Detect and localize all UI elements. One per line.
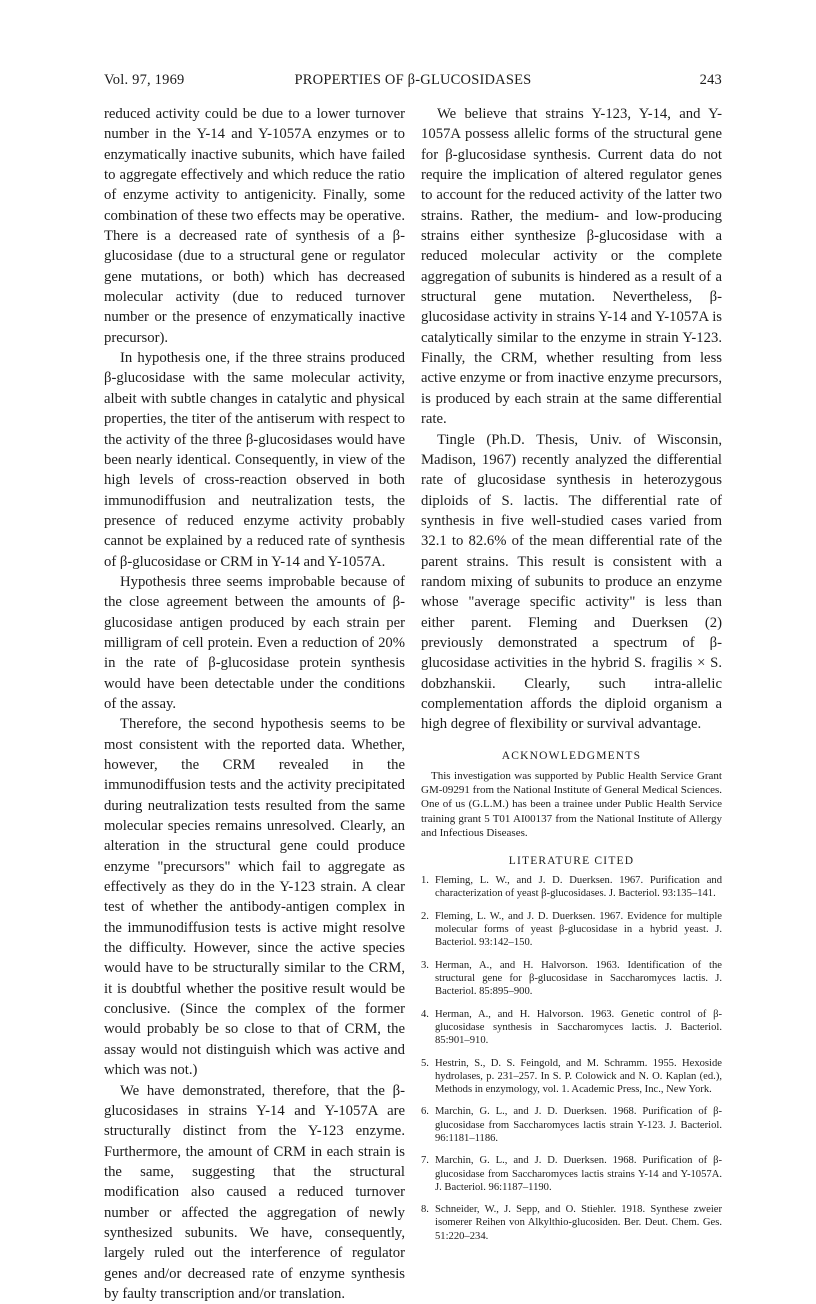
reference-number: 7. (421, 1154, 429, 1167)
reference-item (421, 1008, 722, 1048)
reference-text: Hestrin, S., D. S. Feingold, and M. Schramm. 1955. Hexoside hydrolases, p. 231–257. In S. P. Colowick and N. O. Kaplan (ed.), Methods in enzymology, vol. 1. Academic Press, Inc., New York. (435, 1058, 722, 1095)
running-header (104, 72, 722, 96)
literature-cited-heading: LITERATURE CITED (421, 854, 722, 868)
reference-text: Marchin, G. L., and J. D. Duerksen. 1968. Purification of β-glucosidase from Saccharomyces lactis strains Y-14 and Y-1057A. J. Bacteriol. 96:1187–1190. (435, 1155, 722, 1192)
reference-number: 4. (421, 1008, 429, 1021)
paragraph-conclusion: We have demonstrated, therefore, that the β-glucosidases in strains Y-14 and Y-1057A are structurally distinct from the Y-123 enzyme. Furthermore, the amount of CRM in each strain is the same, suggesting that the structural modification also caused a reduced turnover number or affected the aggregation of newly synthesized subunits. We have, consequently, largely ruled out the interference of regulator genes and/or decreased rate of enzyme synthesis by faulty transcription and/or translation. (104, 1081, 405, 1304)
reference-number: 1. (421, 874, 429, 887)
reference-item (421, 1105, 722, 1145)
reference-number: 8. (421, 1203, 429, 1216)
reference-text: Fleming, L. W., and J. D. Duerksen. 1967. Evidence for multiple molecular forms of yeast β-glucosidase in a hybrid yeast. J. Bacteriol. 93:142–150. (435, 911, 722, 948)
reference-item (421, 1057, 722, 1097)
running-title: PROPERTIES OF β-GLUCOSIDASES (104, 72, 722, 89)
reference-item (421, 874, 722, 900)
reference-number: 6. (421, 1105, 429, 1118)
reference-number: 2. (421, 910, 429, 923)
acknowledgments-heading: ACKNOWLEDGMENTS (421, 749, 722, 763)
reference-list (421, 874, 722, 1243)
right-column (421, 104, 722, 1252)
reference-text: Schneider, W., J. Sepp, and O. Stiehler. 1918. Synthese zweier isomerer Reihen von Alkylthio-glucosiden. Ber. Deut. Chem. Ges. 51:220–234. (435, 1204, 722, 1241)
reference-item (421, 1154, 722, 1194)
reference-text: Fleming, L. W., and J. D. Duerksen. 1967. Purification and characterization of yeast β-glucosidases. J. Bacteriol. 93:135–141. (435, 875, 722, 899)
reference-number: 3. (421, 959, 429, 972)
paragraph-hypothesis-three: Hypothesis three seems improbable because of the close agreement between the amounts of β-glucosidase antigen produced by each strain per milligram of cell protein. Even a reduction of 20% in the rate of β-glucosidase protein synthesis would have been detectable under the conditions of the assay. (104, 572, 405, 714)
reference-item (421, 910, 722, 950)
paragraph-second-hypothesis: Therefore, the second hypothesis seems to be most consistent with the reported data. Whether, however, the CRM revealed in the immunodiffusion tests and the activity precipitated during neutralization tests resulted from the same molecular species remains unresolved. Clearly, an alteration in the structural gene could produce enzyme "precursors" which fail to aggregate as effectively as they do in the Y-123 strain. A clear test of whether the antibody-antigen complex in the immunodiffusion tests is active might resolve the difficulty. However, since the active species would have to be structurally similar to the CRM, it is doubtful whether the positive result would be conclusive. (Since the complex of the former would probably be so close to that of CRM, the assay would not distinguish which was active and which was not.) (104, 714, 405, 1080)
paragraph-hypothesis-one: In hypothesis one, if the three strains produced β-glucosidase with the same molecular activity, albeit with subtle changes in catalytic and physical properties, the titer of the antiserum with respect to the activity of the three β-glucosidases would have been nearly identical. Consequently, in view of the high levels of cross-reaction observed in both immunodiffusion and neutralization tests, the presence of reduced enzyme activity probably cannot be explained by a reduced rate of synthesis of β-glucosidase or CRM in Y-14 and Y-1057A. (104, 348, 405, 572)
reference-item (421, 959, 722, 999)
page-number: 243 (700, 72, 722, 89)
paragraph-tingle-thesis: Tingle (Ph.D. Thesis, Univ. of Wisconsin, Madison, 1967) recently analyzed the differential rate of glucosidase synthesis in heterozygous diploids of S. lactis. The differential rate of synthesis in five well-studied cases varied from 32.1 to 82.6% of the mean differential rate of the parent strains. This result is consistent with a random mixing of subunits to produce an enzyme whose "average specific activity" is less than either parent. Fleming and Duerksen (2) previously demonstrated a spectrum of β-glucosidase activities in the hybrid S. fragilis × S. dobzhanskii. Clearly, such intra-allelic complementation affords the diploid organism a high degree of flexibility or survival advantage. (421, 430, 722, 735)
paragraph-allelic-forms: We believe that strains Y-123, Y-14, and Y-1057A possess allelic forms of the structural gene for β-glucosidase synthesis. Current data do not require the implication of altered regulator genes to account for the reduced activity of the latter two strains. Rather, the medium- and low-producing strains either synthesize β-glucosidase with a reduced molecular activity or the complete aggregation of subunits is hindered as a result of a structural gene mutation. Nevertheless, β-glucosidase activity in strains Y-14 and Y-1057A is catalytically similar to the enzyme in strain Y-123. Finally, the CRM, whether resulting from less active enzyme or from inactive enzyme precursors, is produced by each strain at the same differential rate. (421, 104, 722, 430)
left-column (104, 104, 405, 1304)
reference-number: 5. (421, 1057, 429, 1070)
reference-text: Herman, A., and H. Halvorson. 1963. Genetic control of β-glucosidase synthesis in Saccharomyces lactis. J. Bacteriol. 85:901–910. (435, 1009, 722, 1046)
reference-item (421, 1203, 722, 1243)
acknowledgments-text: This investigation was supported by Public Health Service Grant GM-09291 from the National Institute of General Medical Sciences. One of us (G.L.M.) has been a trainee under Public Health Service training grant 5 T01 AI00137 from the National Institute of Allergy and Infectious Diseases. (421, 769, 722, 840)
reference-text: Herman, A., and H. Halvorson. 1963. Identification of the structural gene for β-glucosidase in Saccharomyces lactis. J. Bacteriol. 85:895–900. (435, 960, 722, 997)
paragraph-continued: reduced activity could be due to a lower turnover number in the Y-14 and Y-1057A enzymes or to enzymatically inactive subunits, which have failed to aggregate effectively and which reduce the ratio of enzyme activity to antigenicity. Finally, some combination of these two effects may be operative. There is a decreased rate of synthesis of a β-glucosidase (due to a structural gene or regulator gene mutations, or both) which has decreased molecular activity (due to reduced turnover number or the presence of enzymatically inactive precursor). (104, 104, 405, 348)
reference-text: Marchin, G. L., and J. D. Duerksen. 1968. Purification of β-glucosidase from Saccharomyces lactis strain Y-123. J. Bacteriol. 96:1181–1186. (435, 1106, 722, 1143)
volume-label: Vol. 97, 1969 (104, 72, 184, 89)
